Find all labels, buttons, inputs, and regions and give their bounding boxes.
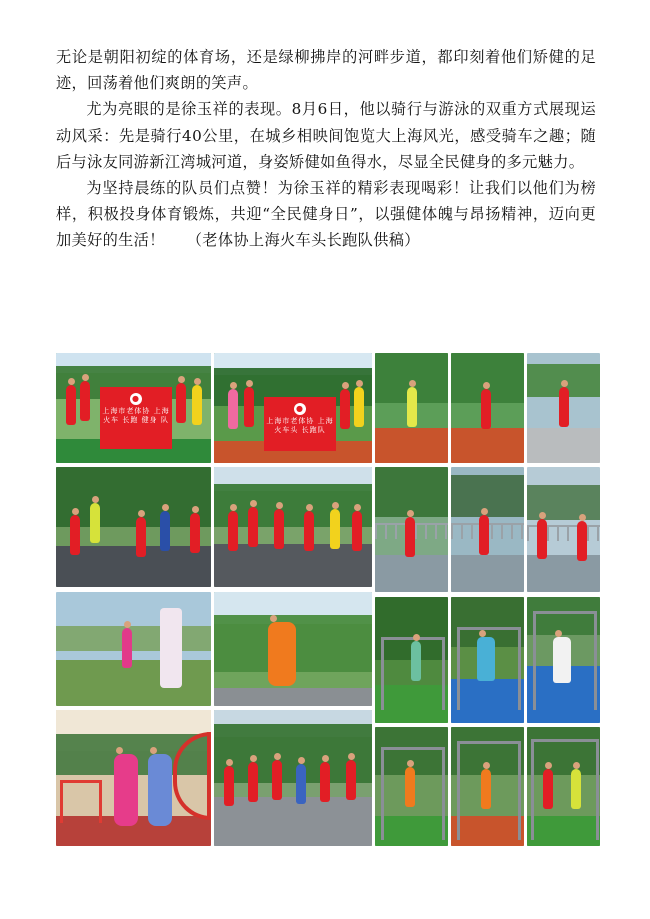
photo-pullup-bar-4 [375, 727, 448, 846]
photo-runner-park [214, 592, 372, 706]
photo-pullup-bar-5 [451, 727, 524, 846]
team-banner [100, 387, 172, 449]
photo-skipping-rope-1 [527, 353, 600, 463]
photo-runners-path-2 [214, 467, 372, 587]
photo-team-banner-2 [214, 353, 372, 463]
paragraph-1: 无论是朝阳初绽的体育场，还是绿柳拂岸的河畔步道，都印刻着他们矫健的足迹，回荡着他们爽朗的笑声。 [56, 48, 596, 93]
team-logo-icon: ● [130, 393, 142, 405]
banner-text: 上海市老体协 上海火车 长跑 健身 队 [102, 407, 170, 424]
team-banner [264, 397, 336, 451]
paragraph-3-body: 为坚持晨练的队员们点赞！为徐玉祥的精彩表现喝彩！让我们以他们为榜样，积极投身体育锻炼，共迎“全民健身日”，以强健体魄与昂扬精神，迈向更加美好的生活！ [56, 179, 596, 250]
photo-skipping-rope-2 [375, 467, 448, 592]
photo-pullup-bar-1 [375, 597, 448, 723]
photo-two-runners-bridge [56, 710, 211, 846]
photo-skipping-track-1 [375, 353, 448, 463]
team-logo-icon: ● [294, 403, 306, 415]
photo-group-exercise [214, 710, 372, 846]
photo-skipping-track-2 [451, 353, 524, 463]
bridge-railing [60, 780, 102, 823]
banner-text: 上海市老体协 上海火车头 长跑队 [266, 417, 334, 434]
paragraph-3 [56, 175, 596, 254]
photo-skipping-rope-3 [451, 467, 524, 592]
article-text [56, 44, 596, 254]
photo-team-banner-1 [56, 353, 211, 463]
photo-skipping-rope-4 [527, 467, 600, 592]
photo-runners-path-1 [56, 467, 211, 587]
photo-runner-lotus-sign [56, 592, 211, 706]
photo-pullup-bar-3 [527, 597, 600, 723]
photo-pullup-bar-6 [527, 727, 600, 846]
photo-pullup-bar-2 [451, 597, 524, 723]
lotus-sign [160, 608, 182, 688]
credit-line: （老体协上海火车头长跑队供稿） [186, 231, 420, 250]
paragraph-2: 尤为亮眼的是徐玉祥的表现。8月6日，他以骑行与游泳的双重方式展现运动风采：先是骑行40公里，在城乡相映间饱览大上海风光，感受骑车之趣；随后与泳友同游新江湾城河道，身姿矫健如鱼得水，尽显全民健身的多元魅力。 [56, 100, 596, 171]
